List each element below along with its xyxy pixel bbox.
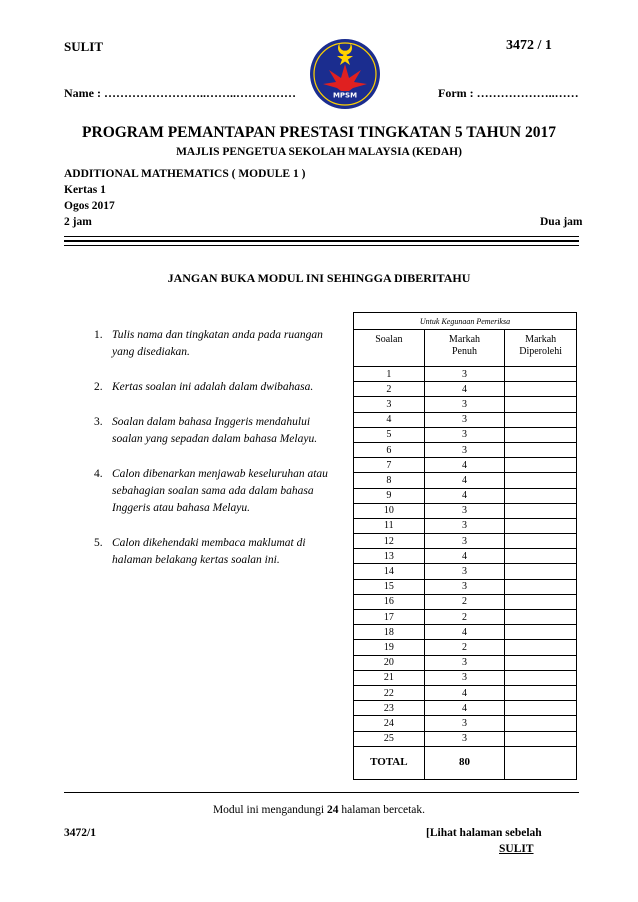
obtained-marks-cell[interactable] xyxy=(505,518,577,533)
question-number: 1 xyxy=(354,367,425,382)
table-row xyxy=(354,549,577,564)
table-row xyxy=(354,731,577,746)
table-row xyxy=(354,412,577,427)
full-marks: 4 xyxy=(424,625,505,640)
total-value: 80 xyxy=(424,746,505,779)
date-line: Ogos 2017 xyxy=(64,200,115,212)
obtained-marks-cell[interactable] xyxy=(505,731,577,746)
divider-thin-2 xyxy=(64,245,579,246)
col-header-markah-penuh: Markah Penuh xyxy=(424,330,505,367)
footer-code: 3472/1 xyxy=(64,827,96,839)
table-row xyxy=(354,534,577,549)
table-row xyxy=(354,564,577,579)
question-number: 12 xyxy=(354,534,425,549)
table-row xyxy=(354,503,577,518)
question-number: 5 xyxy=(354,427,425,442)
table-row xyxy=(354,716,577,731)
table-row xyxy=(354,427,577,442)
page-title: PROGRAM PEMANTAPAN PRESTASI TINGKATAN 5 TAHUN 2017 xyxy=(82,124,556,141)
table-row xyxy=(354,488,577,503)
full-marks: 3 xyxy=(424,716,505,731)
table-row xyxy=(354,367,577,382)
table-row xyxy=(354,655,577,670)
obtained-marks-cell[interactable] xyxy=(505,579,577,594)
table-row xyxy=(354,382,577,397)
obtained-marks-cell[interactable] xyxy=(505,427,577,442)
full-marks: 3 xyxy=(424,412,505,427)
obtained-marks-cell[interactable] xyxy=(505,625,577,640)
obtained-marks-cell[interactable] xyxy=(505,473,577,488)
warning-text: JANGAN BUKA MODUL INI SEHINGGA DIBERITAHU xyxy=(167,271,471,285)
instructions-list xyxy=(94,327,334,587)
question-number: 16 xyxy=(354,594,425,609)
obtained-marks-cell[interactable] xyxy=(505,534,577,549)
list-item: 2. Kertas soalan ini adalah dalam dwibahasa. xyxy=(94,381,314,393)
question-number: 15 xyxy=(354,579,425,594)
table-row xyxy=(354,442,577,457)
question-number: 20 xyxy=(354,655,425,670)
full-marks: 3 xyxy=(424,579,505,594)
obtained-marks-cell[interactable] xyxy=(505,716,577,731)
full-marks: 3 xyxy=(424,397,505,412)
obtained-marks-cell[interactable] xyxy=(505,488,577,503)
logo-text: MPSM xyxy=(332,91,358,100)
question-number: 8 xyxy=(354,473,425,488)
full-marks: 2 xyxy=(424,610,505,625)
obtained-marks-cell[interactable] xyxy=(505,685,577,700)
total-label: TOTAL xyxy=(354,746,425,779)
table-row xyxy=(354,670,577,685)
obtained-marks-cell[interactable] xyxy=(505,594,577,609)
obtained-marks-cell[interactable] xyxy=(505,640,577,655)
full-marks: 3 xyxy=(424,518,505,533)
full-marks: 3 xyxy=(424,670,505,685)
obtained-marks-cell[interactable] xyxy=(505,701,577,716)
question-number: 9 xyxy=(354,488,425,503)
full-marks: 3 xyxy=(424,427,505,442)
question-number: 19 xyxy=(354,640,425,655)
question-number: 6 xyxy=(354,442,425,457)
full-marks: 4 xyxy=(424,549,505,564)
table-row xyxy=(354,685,577,700)
table-row xyxy=(354,625,577,640)
name-field-line: Name : ……………………..……..…………… xyxy=(64,86,296,100)
question-number: 14 xyxy=(354,564,425,579)
full-marks: 4 xyxy=(424,458,505,473)
footer-divider xyxy=(64,792,579,793)
table-row xyxy=(354,518,577,533)
obtained-marks-cell[interactable] xyxy=(505,503,577,518)
marks-table xyxy=(353,312,577,780)
list-item: 4. Calon dibenarkan menjawab keseluruhan atau sebahagian soalan sama ada dalam bahasa Inggeris atau bahasa Melayu. xyxy=(94,468,328,514)
table-row xyxy=(354,640,577,655)
col-header-soalan: Soalan xyxy=(354,330,425,367)
col-header-markah-diperolehi: Markah Diperolehi xyxy=(505,330,577,367)
table-row xyxy=(354,473,577,488)
footer-next-page: [Lihat halaman sebelah xyxy=(426,827,542,839)
question-number: 2 xyxy=(354,382,425,397)
subject-line: ADDITIONAL MATHEMATICS ( MODULE 1 ) xyxy=(64,168,306,180)
mpsm-logo-icon xyxy=(307,34,383,110)
full-marks: 4 xyxy=(424,685,505,700)
list-item: 1. Tulis nama dan tingkatan anda pada ruangan yang disediakan. xyxy=(94,329,323,358)
paper-line: Kertas 1 xyxy=(64,184,106,196)
header-sulit: SULIT xyxy=(64,39,104,54)
question-number: 18 xyxy=(354,625,425,640)
obtained-marks-cell[interactable] xyxy=(505,610,577,625)
obtained-marks-cell[interactable] xyxy=(505,458,577,473)
table-row xyxy=(354,610,577,625)
header-code: 3472 / 1 xyxy=(506,38,552,53)
obtained-marks-cell[interactable] xyxy=(505,442,577,457)
full-marks: 2 xyxy=(424,640,505,655)
full-marks: 3 xyxy=(424,534,505,549)
full-marks: 4 xyxy=(424,488,505,503)
question-number: 25 xyxy=(354,731,425,746)
question-number: 7 xyxy=(354,458,425,473)
full-marks: 3 xyxy=(424,367,505,382)
question-number: 10 xyxy=(354,503,425,518)
full-marks: 3 xyxy=(424,442,505,457)
obtained-marks-cell[interactable] xyxy=(505,367,577,382)
question-number: 13 xyxy=(354,549,425,564)
page-count-note: Modul ini mengandungi 24 halaman bercetak. xyxy=(212,804,426,816)
obtained-marks-cell[interactable] xyxy=(505,655,577,670)
divider-thin-1 xyxy=(64,236,579,237)
obtained-marks-cell[interactable] xyxy=(505,670,577,685)
full-marks: 4 xyxy=(424,473,505,488)
obtained-marks-cell[interactable] xyxy=(505,564,577,579)
question-number: 3 xyxy=(354,397,425,412)
table-caption: Untuk Kegunaan Pemeriksa xyxy=(354,313,577,330)
full-marks: 3 xyxy=(424,731,505,746)
question-number: 21 xyxy=(354,670,425,685)
table-row xyxy=(354,701,577,716)
question-number: 17 xyxy=(354,610,425,625)
table-row xyxy=(354,594,577,609)
obtained-marks-cell[interactable] xyxy=(505,549,577,564)
total-obtained-cell[interactable] xyxy=(505,746,577,779)
duration-left: 2 jam xyxy=(64,216,92,228)
list-item: 3. Soalan dalam bahasa Inggeris mendahului soalan yang sepadan dalam bahasa Melayu. xyxy=(94,416,318,445)
question-number: 22 xyxy=(354,685,425,700)
question-number: 24 xyxy=(354,716,425,731)
question-number: 23 xyxy=(354,701,425,716)
divider-thick xyxy=(64,240,579,242)
question-number: 11 xyxy=(354,518,425,533)
full-marks: 4 xyxy=(424,382,505,397)
duration-right: Dua jam xyxy=(540,216,583,228)
full-marks: 3 xyxy=(424,564,505,579)
obtained-marks-cell[interactable] xyxy=(505,412,577,427)
table-row xyxy=(354,458,577,473)
obtained-marks-cell[interactable] xyxy=(505,382,577,397)
full-marks: 4 xyxy=(424,701,505,716)
list-item: 5. Calon dikehendaki membaca maklumat di halaman belakang kertas soalan ini. xyxy=(94,537,306,566)
obtained-marks-cell[interactable] xyxy=(505,397,577,412)
full-marks: 3 xyxy=(424,655,505,670)
full-marks: 2 xyxy=(424,594,505,609)
full-marks: 3 xyxy=(424,503,505,518)
form-field-line: Form : ………………..…… xyxy=(438,86,579,100)
page-subtitle: MAJLIS PENGETUA SEKOLAH MALAYSIA (KEDAH) xyxy=(176,146,462,158)
table-row xyxy=(354,579,577,594)
table-row xyxy=(354,397,577,412)
question-number: 4 xyxy=(354,412,425,427)
footer-sulit: SULIT xyxy=(499,843,534,855)
